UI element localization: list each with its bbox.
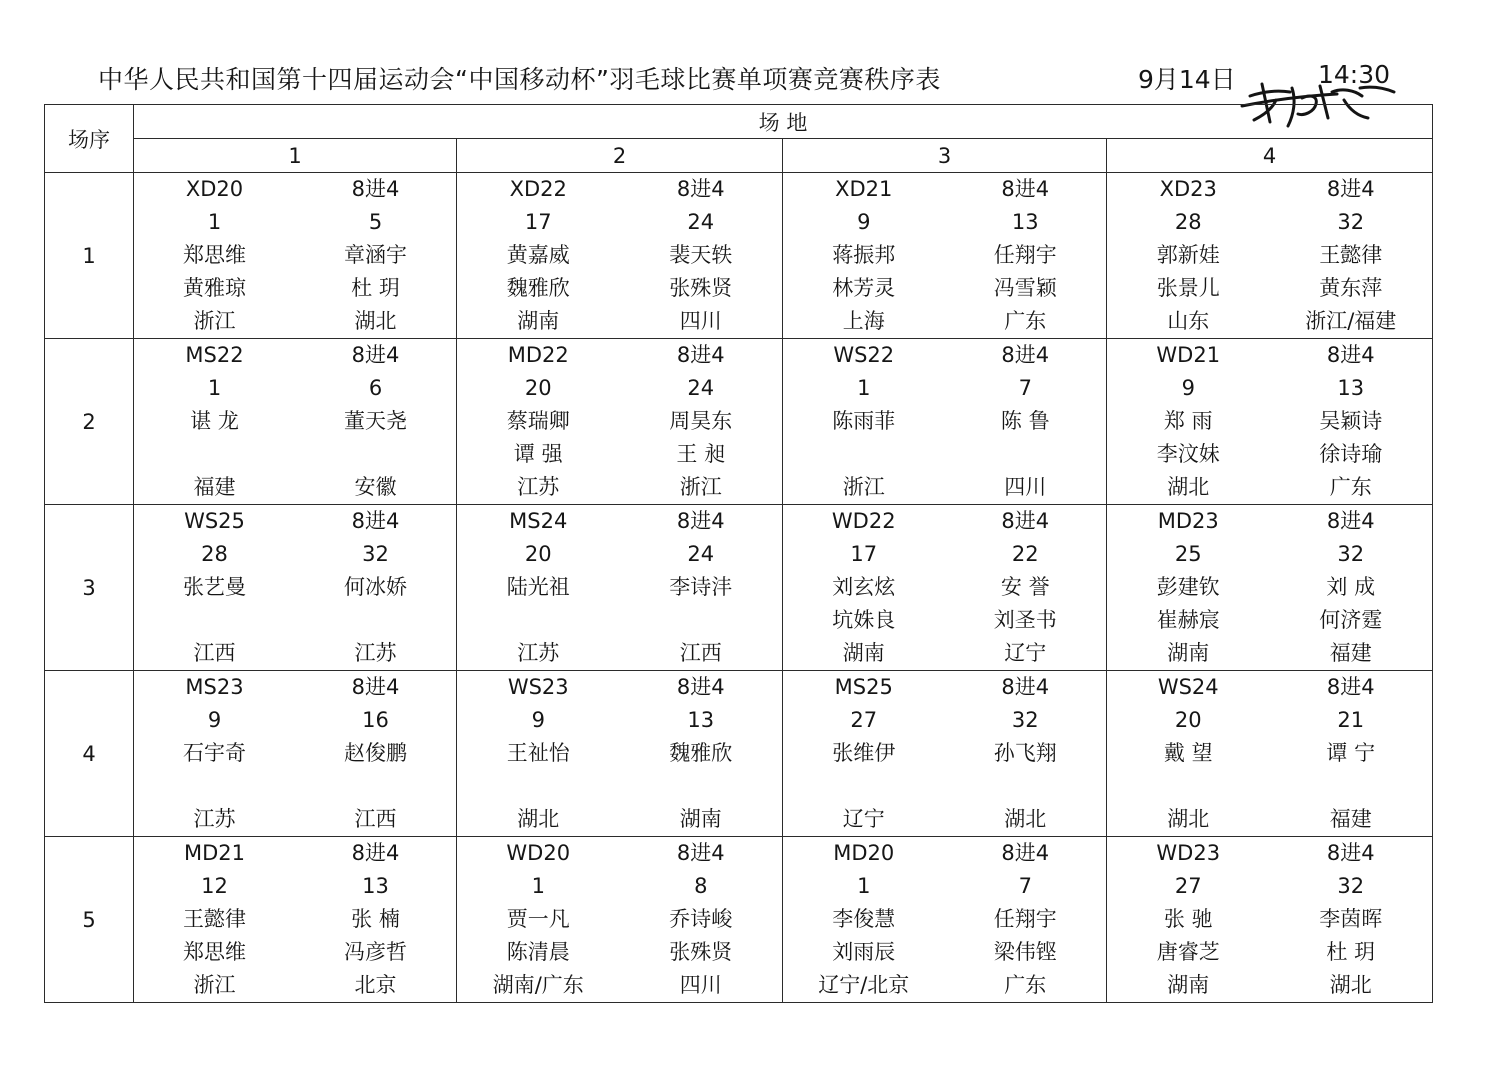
seq-number: 1 — [45, 173, 134, 339]
event-code: WD20 — [506, 841, 571, 865]
player-name: 谭 强 — [513, 442, 563, 466]
seed-number: 16 — [362, 708, 389, 732]
event-code: MS22 — [185, 343, 244, 367]
match-cell — [457, 505, 783, 671]
event-code: XD22 — [509, 177, 567, 201]
match-block — [457, 173, 782, 338]
player-name: 谌 龙 — [190, 409, 239, 433]
venue-header: 场 地 — [134, 105, 1433, 139]
schedule-date: 9月14日 — [1138, 65, 1236, 94]
player-name: 徐诗瑜 — [1319, 442, 1383, 466]
player-name: 谭 宁 — [1326, 741, 1376, 765]
match-row — [45, 505, 1433, 671]
player-name: 彭建钦 — [1156, 575, 1220, 599]
team-name: 辽宁 — [1004, 641, 1047, 665]
team-name: 湖北 — [1167, 807, 1210, 831]
round-label: 8进4 — [1001, 177, 1050, 201]
round-label: 8进4 — [351, 675, 400, 699]
round-label: 8进4 — [1326, 177, 1375, 201]
team-name: 四川 — [679, 309, 722, 333]
page-header — [0, 0, 1485, 104]
schedule-body — [45, 173, 1433, 1003]
event-code: WS23 — [507, 675, 569, 699]
seed-number: 9 — [857, 210, 871, 234]
player-name: 杜 玥 — [351, 276, 400, 300]
player-name: 郭新娃 — [1156, 243, 1220, 267]
round-label: 8进4 — [351, 177, 400, 201]
match-cell — [1107, 671, 1433, 837]
team-name: 湖南 — [679, 807, 722, 831]
round-label: 8进4 — [1326, 509, 1375, 533]
team-name: 山东 — [1167, 309, 1210, 333]
player-name: 李汶妹 — [1156, 442, 1220, 466]
team-name: 浙江 — [679, 475, 722, 499]
player-name — [457, 604, 620, 637]
player-name: 冯雪颖 — [993, 276, 1057, 300]
team-name: 湖北 — [1004, 807, 1047, 831]
player-name: 冯彦哲 — [344, 940, 407, 964]
team-name: 四川 — [679, 973, 722, 997]
player-name: 董天尧 — [344, 409, 407, 433]
player-name: 王祉怡 — [506, 741, 570, 765]
event-code: XD23 — [1159, 177, 1217, 201]
player-name: 张殊贤 — [669, 276, 733, 300]
seed-number: 7 — [1018, 376, 1032, 400]
team-name: 江苏 — [517, 641, 560, 665]
match-block — [1107, 505, 1432, 670]
team-name: 辽宁/北京 — [818, 973, 910, 997]
match-cell — [457, 837, 783, 1003]
round-label: 8进4 — [1001, 841, 1050, 865]
schedule-time: 14:30 — [1318, 60, 1391, 89]
team-name: 湖北 — [1167, 475, 1210, 499]
team-name: 湖南 — [517, 309, 560, 333]
match-block — [783, 339, 1106, 504]
seed-number: 22 — [1011, 542, 1039, 566]
match-block — [783, 173, 1106, 338]
player-name — [134, 438, 295, 471]
team-name: 浙江 — [193, 973, 236, 997]
round-label: 8进4 — [676, 675, 725, 699]
player-name: 陆光祖 — [506, 575, 570, 599]
match-block — [1107, 173, 1432, 338]
team-name: 湖南 — [1167, 973, 1210, 997]
team-name: 江苏 — [193, 807, 236, 831]
round-label: 8进4 — [351, 343, 400, 367]
team-name: 福建 — [193, 475, 236, 499]
seq-number: 5 — [45, 837, 134, 1003]
event-code: XD21 — [835, 177, 893, 201]
seed-number: 25 — [1174, 542, 1202, 566]
player-name: 李诗沣 — [669, 575, 733, 599]
match-block — [134, 173, 456, 338]
team-name: 上海 — [842, 309, 885, 333]
round-label: 8进4 — [676, 177, 725, 201]
seed-number: 20 — [524, 542, 552, 566]
match-cell — [1107, 837, 1433, 1003]
seed-number: 1 — [207, 210, 222, 234]
match-cell — [1107, 173, 1433, 339]
team-name: 广东 — [1004, 309, 1047, 333]
seed-number: 32 — [1337, 542, 1365, 566]
match-cell — [783, 173, 1107, 339]
player-name: 黄嘉威 — [506, 243, 570, 267]
team-name: 福建 — [1329, 807, 1372, 831]
team-name: 江西 — [354, 807, 397, 831]
header-row-venue — [45, 105, 1433, 139]
seed-number: 5 — [368, 210, 383, 234]
event-code: MS24 — [509, 509, 568, 533]
seed-number: 28 — [201, 542, 228, 566]
round-label: 8进4 — [1326, 343, 1375, 367]
court-header: 3 — [783, 139, 1107, 173]
player-name: 刘玄炫 — [832, 575, 896, 599]
player-name — [620, 770, 783, 803]
player-name: 黄东萍 — [1319, 276, 1383, 300]
event-code: MS25 — [834, 675, 893, 699]
player-name: 陈 鲁 — [1000, 409, 1050, 433]
seed-number: 1 — [207, 376, 222, 400]
match-cell — [134, 339, 457, 505]
player-name: 张 驰 — [1163, 907, 1213, 931]
team-name: 浙江 — [193, 309, 236, 333]
seed-number: 32 — [362, 542, 389, 566]
event-code: MS23 — [185, 675, 244, 699]
seed-number: 27 — [1174, 874, 1202, 898]
player-name: 何济霆 — [1319, 608, 1383, 632]
match-cell — [134, 671, 457, 837]
event-code: WS24 — [1157, 675, 1219, 699]
team-name: 浙江/福建 — [1305, 309, 1397, 333]
seed-number: 21 — [1337, 708, 1365, 732]
seq-number: 3 — [45, 505, 134, 671]
player-name: 魏雅欣 — [669, 741, 733, 765]
round-label: 8进4 — [351, 841, 400, 865]
match-block — [1107, 837, 1432, 1002]
seed-number: 13 — [1337, 376, 1365, 400]
event-code: WD23 — [1156, 841, 1221, 865]
player-name: 梁伟铿 — [993, 940, 1057, 964]
match-cell — [783, 837, 1107, 1003]
player-name — [134, 604, 295, 637]
match-cell — [134, 505, 457, 671]
player-name: 贾一凡 — [506, 907, 570, 931]
round-label: 8进4 — [1326, 841, 1375, 865]
round-label: 8进4 — [676, 509, 725, 533]
seq-number: 2 — [45, 339, 134, 505]
team-name: 湖北 — [517, 807, 560, 831]
player-name: 张景儿 — [1156, 276, 1220, 300]
team-name: 湖南 — [842, 641, 885, 665]
team-name: 安徽 — [354, 475, 397, 499]
team-name: 湖南/广东 — [492, 973, 584, 997]
player-name — [457, 770, 620, 803]
match-cell — [1107, 339, 1433, 505]
seed-number: 8 — [694, 874, 708, 898]
player-name: 张维伊 — [832, 741, 896, 765]
player-name: 王懿律 — [1319, 243, 1383, 267]
team-name: 辽宁 — [842, 807, 885, 831]
player-name: 郑思维 — [183, 243, 246, 267]
player-name: 乔诗峻 — [669, 907, 733, 931]
player-name: 裴天轶 — [669, 243, 733, 267]
team-name: 四川 — [1004, 475, 1047, 499]
team-name: 江苏 — [517, 475, 560, 499]
match-block — [457, 671, 782, 836]
player-name: 林芳灵 — [832, 276, 896, 300]
player-name: 王懿律 — [183, 907, 246, 931]
seed-number: 28 — [1174, 210, 1202, 234]
match-cell — [457, 671, 783, 837]
match-block — [457, 339, 782, 504]
seed-number: 6 — [368, 376, 383, 400]
header-row-courts — [45, 139, 1433, 173]
player-name — [945, 438, 1107, 471]
seed-number: 24 — [687, 376, 715, 400]
match-block — [783, 505, 1106, 670]
match-cell — [457, 339, 783, 505]
match-block — [457, 505, 782, 670]
seed-number: 1 — [857, 376, 871, 400]
team-name: 江苏 — [354, 641, 397, 665]
court-header: 1 — [134, 139, 457, 173]
team-name: 广东 — [1329, 475, 1372, 499]
event-code: MD23 — [1157, 509, 1219, 533]
seed-number: 9 — [1181, 376, 1195, 400]
player-name: 张 楠 — [351, 907, 400, 931]
seed-number: 24 — [687, 542, 715, 566]
seed-number: 17 — [850, 542, 878, 566]
player-name — [783, 438, 945, 471]
player-name: 任翔宇 — [993, 907, 1057, 931]
match-block — [134, 505, 456, 670]
match-cell — [134, 173, 457, 339]
round-label: 8进4 — [1001, 675, 1050, 699]
seed-number: 13 — [362, 874, 389, 898]
match-block — [134, 837, 456, 1002]
player-name: 蒋振邦 — [832, 243, 896, 267]
player-name: 李俊慧 — [832, 907, 896, 931]
match-row — [45, 837, 1433, 1003]
seed-number: 20 — [524, 376, 552, 400]
player-name: 张殊贤 — [669, 940, 733, 964]
player-name — [1270, 770, 1433, 803]
player-name: 周昊东 — [669, 409, 733, 433]
seed-number: 1 — [531, 874, 545, 898]
event-code: MD22 — [507, 343, 569, 367]
player-name — [134, 770, 295, 803]
event-code: WS25 — [184, 509, 245, 533]
player-name: 陈清晨 — [506, 940, 570, 964]
round-label: 8进4 — [351, 509, 400, 533]
player-name: 王 昶 — [676, 442, 726, 466]
seed-number: 32 — [1337, 210, 1365, 234]
player-name — [945, 770, 1107, 803]
team-name: 湖北 — [1329, 973, 1372, 997]
player-name — [295, 438, 456, 471]
event-code: MD21 — [183, 841, 245, 865]
player-name: 安 誉 — [1000, 575, 1050, 599]
team-name: 湖南 — [1167, 641, 1210, 665]
seq-header: 场序 — [45, 105, 134, 173]
round-label: 8进4 — [1001, 509, 1050, 533]
court-header: 2 — [457, 139, 783, 173]
player-name: 章涵宇 — [344, 243, 407, 267]
player-name: 孙飞翔 — [993, 741, 1057, 765]
match-block — [134, 339, 456, 504]
round-label: 8进4 — [676, 343, 725, 367]
seed-number: 24 — [687, 210, 715, 234]
player-name: 坑姝良 — [832, 608, 896, 632]
player-name: 陈雨菲 — [832, 409, 896, 433]
event-code: XD20 — [185, 177, 244, 201]
court-header: 4 — [1107, 139, 1433, 173]
seq-number: 4 — [45, 671, 134, 837]
team-name: 浙江 — [842, 475, 885, 499]
player-name: 蔡瑞卿 — [506, 409, 570, 433]
player-name: 戴 望 — [1163, 741, 1213, 765]
player-name: 唐睿芝 — [1156, 940, 1220, 964]
team-name: 江西 — [193, 641, 236, 665]
seed-number: 9 — [531, 708, 545, 732]
match-cell — [783, 505, 1107, 671]
player-name — [295, 770, 456, 803]
round-label: 8进4 — [676, 841, 725, 865]
player-name: 张艺曼 — [183, 575, 246, 599]
match-block — [457, 837, 782, 1002]
match-block — [783, 671, 1106, 836]
match-cell — [134, 837, 457, 1003]
event-code: WD22 — [831, 509, 896, 533]
player-name: 何冰娇 — [344, 575, 407, 599]
player-name: 李茵晖 — [1319, 907, 1383, 931]
schedule-table — [44, 104, 1433, 1003]
player-name: 魏雅欣 — [506, 276, 570, 300]
match-cell — [1107, 505, 1433, 671]
round-label: 8进4 — [1001, 343, 1050, 367]
seed-number: 32 — [1337, 874, 1365, 898]
seed-number: 9 — [207, 708, 222, 732]
player-name — [295, 604, 456, 637]
player-name — [1107, 770, 1270, 803]
seed-number: 20 — [1174, 708, 1202, 732]
match-block — [783, 837, 1106, 1002]
seed-number: 13 — [1011, 210, 1039, 234]
player-name: 任翔宇 — [993, 243, 1057, 267]
player-name: 刘圣书 — [993, 608, 1057, 632]
match-cell — [783, 671, 1107, 837]
player-name: 赵俊鹏 — [344, 741, 407, 765]
team-name: 江西 — [679, 641, 722, 665]
player-name: 石宇奇 — [183, 741, 246, 765]
round-label: 8进4 — [1326, 675, 1375, 699]
player-name: 吴颖诗 — [1319, 409, 1383, 433]
event-code: WS22 — [833, 343, 895, 367]
match-block — [134, 671, 456, 836]
seed-number: 32 — [1011, 708, 1039, 732]
team-name: 湖北 — [354, 309, 397, 333]
player-name: 郑思维 — [183, 940, 246, 964]
player-name — [783, 770, 945, 803]
player-name: 郑 雨 — [1163, 409, 1213, 433]
page-title: 中华人民共和国第十四届运动会“中国移动杯”羽毛球比赛单项赛竞赛秩序表 — [98, 65, 941, 94]
match-cell — [457, 173, 783, 339]
player-name — [620, 604, 783, 637]
team-name: 福建 — [1329, 641, 1372, 665]
team-name: 广东 — [1004, 973, 1047, 997]
event-code: MD20 — [833, 841, 895, 865]
seed-number: 13 — [687, 708, 715, 732]
seed-number: 17 — [524, 210, 552, 234]
seed-number: 27 — [850, 708, 878, 732]
player-name: 刘雨辰 — [832, 940, 896, 964]
match-block — [1107, 671, 1432, 836]
match-cell — [783, 339, 1107, 505]
match-row — [45, 339, 1433, 505]
team-name: 北京 — [354, 973, 397, 997]
match-block — [1107, 339, 1432, 504]
player-name: 黄雅琼 — [183, 276, 246, 300]
player-name: 崔赫宸 — [1156, 608, 1220, 632]
event-code: WD21 — [1156, 343, 1221, 367]
seed-number: 7 — [1018, 874, 1032, 898]
player-name: 杜 玥 — [1326, 940, 1376, 964]
match-row — [45, 671, 1433, 837]
match-row — [45, 173, 1433, 339]
player-name: 刘 成 — [1326, 575, 1376, 599]
seed-number: 12 — [201, 874, 228, 898]
seed-number: 1 — [857, 874, 871, 898]
